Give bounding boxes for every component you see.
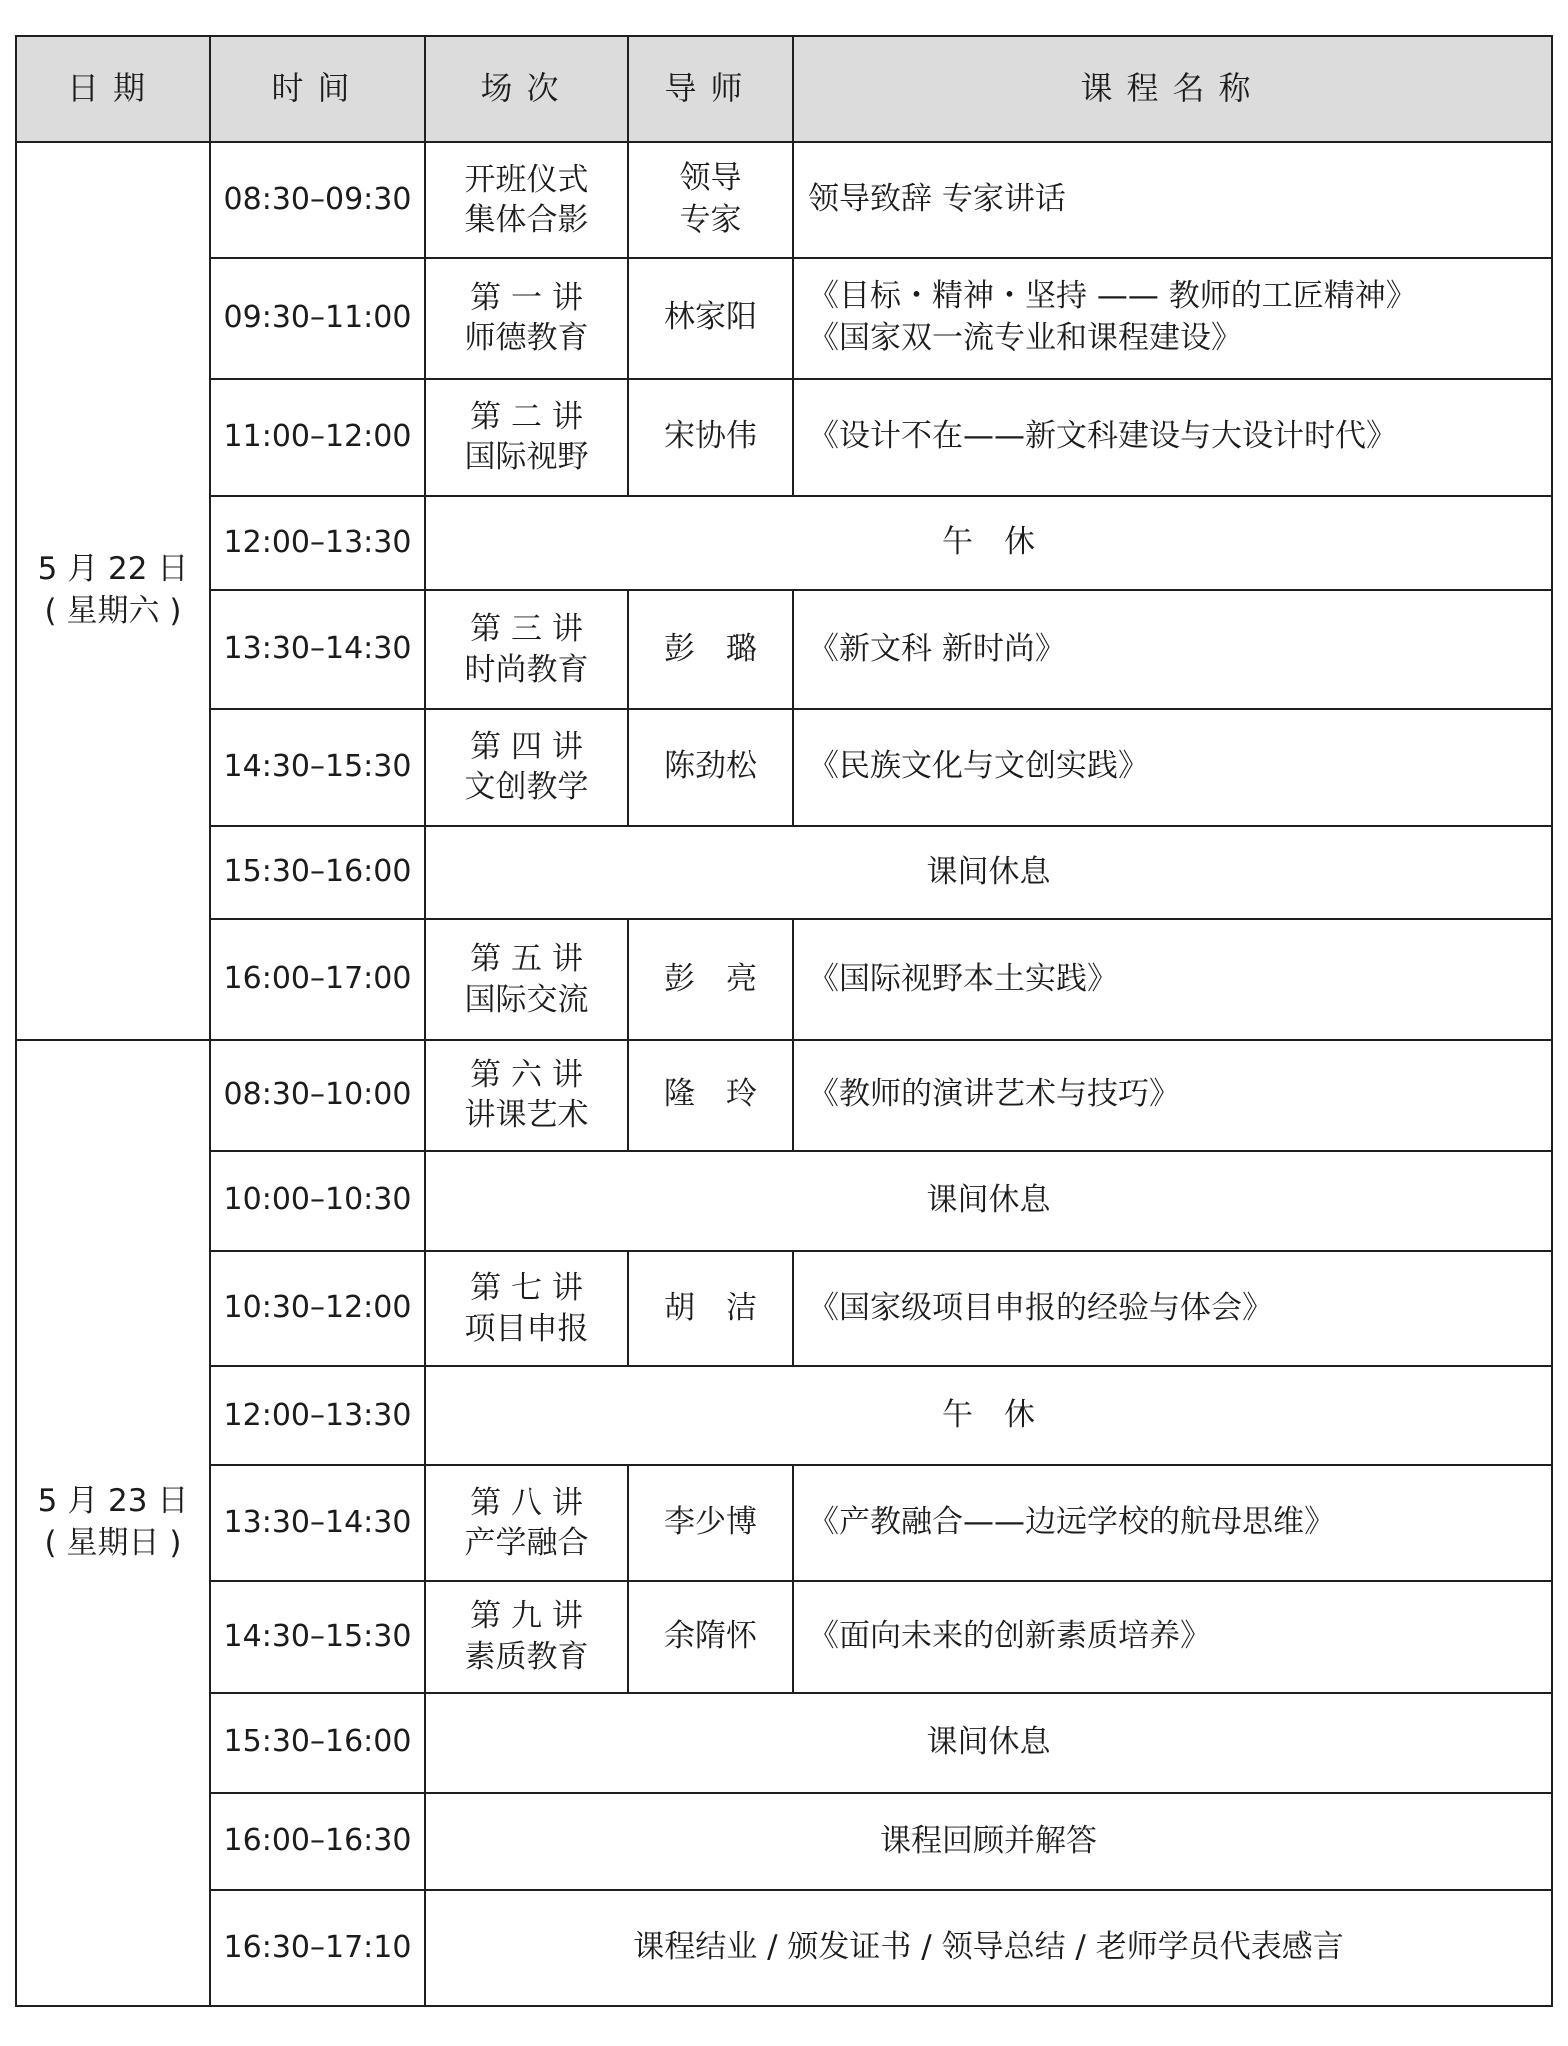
date-label: 5 月 23 日 <box>37 1483 189 1520</box>
mentor-cell <box>628 1040 793 1150</box>
table-row <box>16 1040 1552 1150</box>
merged-cell: 课程结业 / 颁发证书 / 领导总结 / 老师学员代表感言 <box>425 1890 1552 2006</box>
mentor-cell-line: 专家 <box>679 201 742 238</box>
merged-cell: 午 休 <box>425 1366 1552 1465</box>
session-cell-line: 第 四 讲 <box>470 728 583 765</box>
mentor-cell <box>628 919 793 1040</box>
session-cell-line: 第 八 讲 <box>470 1484 583 1521</box>
time-cell: 15:30–16:00 <box>210 1693 425 1793</box>
course-cell <box>793 590 1552 708</box>
merged-cell: 课间休息 <box>425 826 1552 920</box>
table-row <box>16 1151 1552 1251</box>
time-cell: 10:30–12:00 <box>210 1251 425 1367</box>
course-cell <box>793 709 1552 826</box>
merged-cell: 课间休息 <box>425 1151 1552 1251</box>
mentor-cell-line: 彭 璐 <box>664 630 757 667</box>
session-cell <box>425 258 628 379</box>
session-cell <box>425 1251 628 1367</box>
mentor-cell-line: 余隋怀 <box>664 1617 757 1654</box>
table-row <box>16 1366 1552 1465</box>
merged-cell: 课间休息 <box>425 1693 1552 1793</box>
session-cell <box>425 709 628 826</box>
course-cell-line: 《目标・精神・坚持 —— 教师的工匠精神》 <box>808 278 1417 315</box>
header-course: 课程名称 <box>793 36 1552 142</box>
time-cell: 12:00–13:30 <box>210 496 425 591</box>
time-cell: 16:00–17:00 <box>210 919 425 1040</box>
course-cell <box>793 1581 1552 1693</box>
course-cell-line: 《面向未来的创新素质培养》 <box>808 1617 1211 1654</box>
course-cell-line: 《新文科 新时尚》 <box>808 630 1066 667</box>
time-cell: 14:30–15:30 <box>210 709 425 826</box>
course-cell-line: 《教师的演讲艺术与技巧》 <box>808 1076 1180 1113</box>
session-cell-line: 产学融合 <box>464 1525 589 1562</box>
mentor-cell <box>628 590 793 708</box>
mentor-cell-line: 陈劲松 <box>664 748 757 785</box>
session-cell-line: 第 三 讲 <box>470 611 583 648</box>
table-row <box>16 1251 1552 1367</box>
session-cell-line: 项目申报 <box>464 1310 589 1347</box>
course-cell <box>793 142 1552 258</box>
course-cell <box>793 258 1552 379</box>
course-cell-line: 《产教融合——边远学校的航母思维》 <box>808 1504 1335 1541</box>
mentor-cell <box>628 258 793 379</box>
session-cell-line: 国际交流 <box>464 981 589 1018</box>
course-cell-line: 《设计不在——新文科建设与大设计时代》 <box>808 418 1397 455</box>
mentor-cell <box>628 709 793 826</box>
course-cell <box>793 1040 1552 1150</box>
weekday-label: ( 星期六 ) <box>44 593 182 630</box>
date-cell <box>16 142 210 1040</box>
session-cell-line: 集体合影 <box>464 201 589 238</box>
session-cell <box>425 142 628 258</box>
header-row <box>16 36 1552 142</box>
session-cell-line: 国际视野 <box>464 439 589 476</box>
table-row <box>16 258 1552 379</box>
course-cell-line: 《民族文化与文创实践》 <box>808 748 1149 785</box>
mentor-cell <box>628 379 793 496</box>
table-row <box>16 1693 1552 1793</box>
time-cell: 11:00–12:00 <box>210 379 425 496</box>
schedule-body <box>16 142 1552 2006</box>
session-cell-line: 第 六 讲 <box>470 1057 583 1094</box>
session-cell-line: 第 五 讲 <box>470 941 583 978</box>
time-cell: 09:30–11:00 <box>210 258 425 379</box>
mentor-cell <box>628 142 793 258</box>
time-cell: 08:30–09:30 <box>210 142 425 258</box>
time-cell: 14:30–15:30 <box>210 1581 425 1693</box>
header-date: 日期 <box>16 36 210 142</box>
merged-cell: 课程回顾并解答 <box>425 1793 1552 1890</box>
table-row <box>16 590 1552 708</box>
course-cell-line: 《国家级项目申报的经验与体会》 <box>808 1289 1273 1326</box>
course-cell-line: 《国际视野本土实践》 <box>808 960 1118 997</box>
table-row <box>16 1793 1552 1890</box>
table-row <box>16 496 1552 591</box>
time-cell: 16:00–16:30 <box>210 1793 425 1890</box>
header-time: 时间 <box>210 36 425 142</box>
time-cell: 12:00–13:30 <box>210 1366 425 1465</box>
table-row <box>16 709 1552 826</box>
table-row <box>16 826 1552 920</box>
mentor-cell-line: 宋协伟 <box>664 418 757 455</box>
mentor-cell-line: 领导 <box>679 160 742 196</box>
course-cell <box>793 1465 1552 1581</box>
table-row <box>16 919 1552 1040</box>
mentor-cell-line: 李少博 <box>664 1504 757 1541</box>
table-row <box>16 142 1552 258</box>
time-cell: 08:30–10:00 <box>210 1040 425 1150</box>
session-cell-line: 第 七 讲 <box>470 1270 583 1307</box>
session-cell <box>425 1581 628 1693</box>
course-cell <box>793 379 1552 496</box>
session-cell-line: 讲课艺术 <box>464 1097 589 1134</box>
mentor-cell-line: 彭 亮 <box>664 960 757 997</box>
session-cell-line: 第 九 讲 <box>470 1598 583 1635</box>
time-cell: 10:00–10:30 <box>210 1151 425 1251</box>
session-cell-line: 时尚教育 <box>464 651 589 688</box>
mentor-cell-line: 隆 玲 <box>664 1076 757 1113</box>
course-cell <box>793 1251 1552 1367</box>
table-row <box>16 1581 1552 1693</box>
time-cell: 15:30–16:00 <box>210 826 425 920</box>
merged-cell: 午 休 <box>425 496 1552 591</box>
header-session: 场次 <box>425 36 628 142</box>
table-row <box>16 1890 1552 2006</box>
course-cell-line: 领导致辞 专家讲话 <box>808 180 1066 217</box>
header-mentor: 导师 <box>628 36 793 142</box>
time-cell: 13:30–14:30 <box>210 1465 425 1581</box>
time-cell: 13:30–14:30 <box>210 590 425 708</box>
weekday-label: ( 星期日 ) <box>44 1525 182 1562</box>
table-row <box>16 379 1552 496</box>
date-cell <box>16 1040 210 2006</box>
session-cell <box>425 1040 628 1150</box>
session-cell-line: 第 二 讲 <box>470 398 583 435</box>
course-cell <box>793 919 1552 1040</box>
session-cell-line: 开班仪式 <box>464 161 589 198</box>
mentor-cell-line: 林家阳 <box>664 299 757 336</box>
mentor-cell-line: 胡 洁 <box>664 1289 757 1326</box>
session-cell-line: 素质教育 <box>464 1638 589 1675</box>
mentor-cell <box>628 1581 793 1693</box>
session-cell <box>425 590 628 708</box>
date-label: 5 月 22 日 <box>37 551 189 588</box>
session-cell-line: 文创教学 <box>464 769 589 806</box>
session-cell <box>425 1465 628 1581</box>
mentor-cell <box>628 1251 793 1367</box>
time-cell: 16:30–17:10 <box>210 1890 425 2006</box>
session-cell-line: 第 一 讲 <box>470 279 583 316</box>
session-cell-line: 师德教育 <box>464 320 589 357</box>
schedule-table <box>15 35 1553 2007</box>
mentor-cell <box>628 1465 793 1581</box>
table-row <box>16 1465 1552 1581</box>
session-cell <box>425 919 628 1040</box>
course-cell-line: 《国家双一流专业和课程建设》 <box>808 320 1242 357</box>
session-cell <box>425 379 628 496</box>
